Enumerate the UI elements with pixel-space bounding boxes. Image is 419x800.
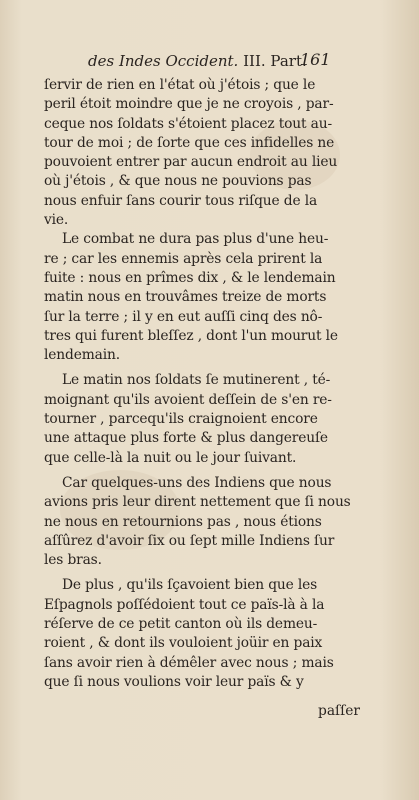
text-line: tour de moi ; de ſorte que ces infidelles ne [44, 134, 335, 151]
text-line: ſur la terre ; il y en eut auſſi cinq des nô- [44, 308, 323, 325]
text-line: tres qui furent bleſſez , dont l'un mourut le [44, 327, 338, 344]
text-line: vie. [44, 212, 69, 229]
text-line: ne nous en retournions pas , nous étions [44, 513, 322, 530]
text-line: ſervir de rien en l'état où j'étois ; que le [44, 77, 316, 93]
running-head-title: des Indes Occident. [88, 52, 239, 70]
running-head-part: III. Part. [243, 52, 307, 70]
page-number: 161 [300, 50, 331, 69]
text-line: peril étoit moindre que je ne croyois , par- [44, 96, 334, 113]
text-line: pouvoient entrer par aucun endroit au lieu [44, 154, 338, 171]
catchword: paſſer [318, 703, 361, 719]
text-line: re ; car les ennemis après cela prirent la [44, 250, 323, 267]
body-text [44, 76, 364, 692]
text-line: Le matin nos ſoldats ſe mutinerent , té- [62, 372, 331, 389]
text-line: matin nous en trouvâmes treize de morts [44, 289, 327, 306]
text-line: réſerve de ce petit canton où ils demeu- [44, 616, 318, 633]
text-line: Eſpagnols poſſédoient tout ce païs-là à la [44, 596, 325, 613]
text-line: De plus , qu'ils ſçavoient bien que les [62, 577, 318, 594]
text-line: aſſûrez d'avoir ſix ou ſept mille Indiens ſur [44, 532, 335, 549]
text-line: où j'étois , & que nous ne pouvions pas [44, 173, 312, 190]
text-line: Le combat ne dura pas plus d'une heu- [62, 231, 329, 248]
text-line: que ſi nous voulions voir leur païs & y [44, 673, 304, 690]
text-line: nous enfuir ſans courir tous riſque de la [44, 192, 318, 209]
text-line: une attaque plus forte & plus dangereuſe [44, 430, 328, 447]
text-line: tourner , parcequ'ils craignoient encore [44, 411, 318, 428]
text-line: ceque nos ſoldats s'étoient placez tout au- [44, 115, 333, 132]
text-line: que celle-là la nuit ou le jour ſuivant. [44, 449, 297, 466]
text-line: fuite : nous en prîmes dix , & le lendemain [44, 269, 336, 286]
text-line: Car quelques-uns des Indiens que nous [62, 474, 332, 491]
text-line: avions pris leur dirent nettement que ſi nous [44, 494, 351, 511]
text-line: lendemain. [44, 347, 120, 364]
text-line: ſans avoir rien à démêler avec nous ; mais [44, 654, 334, 671]
text-line: les bras. [44, 552, 102, 569]
text-line: moignant qu'ils avoient deſſein de s'en re- [44, 391, 332, 408]
text-line: roient , & dont ils vouloient joüir en paix [44, 635, 323, 652]
